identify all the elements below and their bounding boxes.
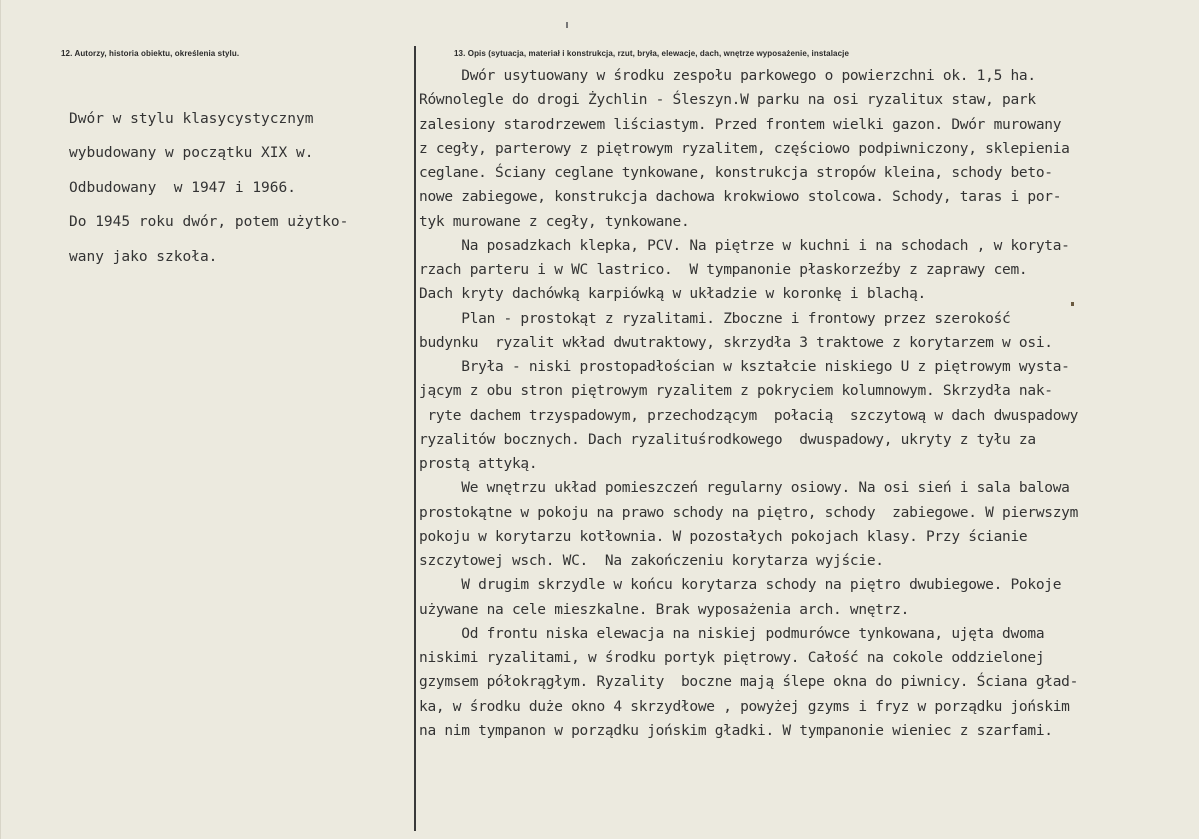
description-line: niskimi ryzalitami, w środku portyk piętrowy. Całość na cokole oddzielonej [419, 650, 1045, 666]
description-line: Plan - prostokąt z ryzalitami. Zboczne i frontowy przez szerokość [419, 310, 1011, 327]
column-divider [414, 46, 416, 831]
description-line: Bryła - niski prostopadłościan w kształcie niskiego U z piętrowym wysta- [419, 359, 1070, 375]
description-line: prostokątne w pokoju na prawo schody na piętro, schody zabiegowe. W pierwszym [419, 504, 1079, 521]
description-line: nowe zabiegowe, konstrukcja dachowa krokwiowo stolcowa. Schody, taras i por- [419, 189, 1062, 206]
description-line: ryzalitów bocznych. Dach ryzalituśrodkowego dwuspadowy, ukryty z tyłu za [419, 431, 1036, 448]
paper-mark [566, 22, 568, 28]
history-line: Do 1945 roku dwór, potem użytko- [69, 214, 349, 231]
description-line: Równolegle do drogi Żychlin - Śleszyn.W parku na osi ryzalitux staw, park [419, 92, 1036, 109]
description-line: szczytowej wsch. WC. Na zakończeniu korytarza wyjście. [419, 553, 884, 569]
description-line: ka, w środku duże okno 4 skrzydłowe , powyżej gzyms i fryz w porządku jońskim [419, 698, 1070, 715]
description-line: z cegły, parterowy z piętrowym ryzalitem, częściowo podpiwniczony, sklepienia [419, 140, 1070, 157]
history-line: wany jako szkoła. [69, 248, 218, 265]
history-line: wybudowany w początku XIX w. [69, 145, 314, 162]
description-line: prostą attyką. [419, 456, 538, 472]
description-line: We wnętrzu układ pomieszczeń regularny osiowy. Na osi sień i sala balowa [419, 480, 1070, 497]
description-line: gzymsem półokrągłym. Ryzality boczne mają ślepe okna do piwnicy. Ściana gład- [419, 674, 1079, 691]
section-13-heading: 13. Opis (sytuacja, materiał i konstrukcja, rzut, bryła, elewacje, dach, wnętrze wyposażenie, instalacje [454, 49, 850, 58]
description-line: tyk murowane z cegły, tynkowane. [419, 213, 690, 230]
description-line: jącym z obu stron piętrowym ryzalitem z pokryciem kolumnowym. Skrzydła nak- [419, 383, 1053, 400]
description-line: zalesiony starodrzewem liściastym. Przed frontem wielki gazon. Dwór murowany [419, 116, 1062, 133]
description-line: rzach parteru i w WC lastrico. W tympanonie płaskorzeźby z zaprawy cem. [419, 262, 1028, 278]
description-line: na nim tympanon w porządku jońskim gładki. W tympanonie wieniec z szarfami. [419, 722, 1053, 739]
description-line: ceglane. Ściany ceglane tynkowane, konstrukcja stropów kleina, schody beto- [419, 165, 1053, 181]
history-line: Dwór w stylu klasycystycznym [69, 111, 314, 127]
description-line: pokoju w korytarzu kotłownia. W pozostałych pokojach klasy. Przy ścianie [419, 528, 1028, 545]
description-line: ryte dachem trzyspadowym, przechodzącym połacią szczytową w dach dwuspadowy [419, 407, 1079, 424]
description-line: Od frontu niska elewacja na niskiej podmurówce tynkowana, ujęta dwoma [419, 625, 1045, 642]
description-text [419, 64, 1078, 743]
description-line: budynku ryzalit wkład dwutraktowy, skrzydła 3 traktowe z korytarzem w osi. [419, 334, 1053, 351]
description-line: Na posadzkach klepka, PCV. Na piętrze w kuchni i na schodach , w koryta- [419, 237, 1070, 254]
description-line: używane na cele mieszkalne. Brak wyposażenia arch. wnętrz. [419, 601, 910, 618]
section-12-heading: 12. Autorzy, historia obiektu, określenia stylu. [61, 49, 240, 58]
description-line: Dwór usytuowany w środku zespołu parkowego o powierzchni ok. 1,5 ha. [419, 68, 1036, 84]
description-line: Dach kryty dachówką karpiówką w układzie w koronkę i blachą. [419, 286, 926, 303]
history-text [69, 102, 348, 274]
ink-dot [1071, 302, 1074, 306]
description-line: W drugim skrzydle w końcu korytarza schody na piętro dwubiegowe. Pokoje [419, 577, 1062, 594]
history-line: Odbudowany w 1947 i 1966. [69, 179, 296, 196]
